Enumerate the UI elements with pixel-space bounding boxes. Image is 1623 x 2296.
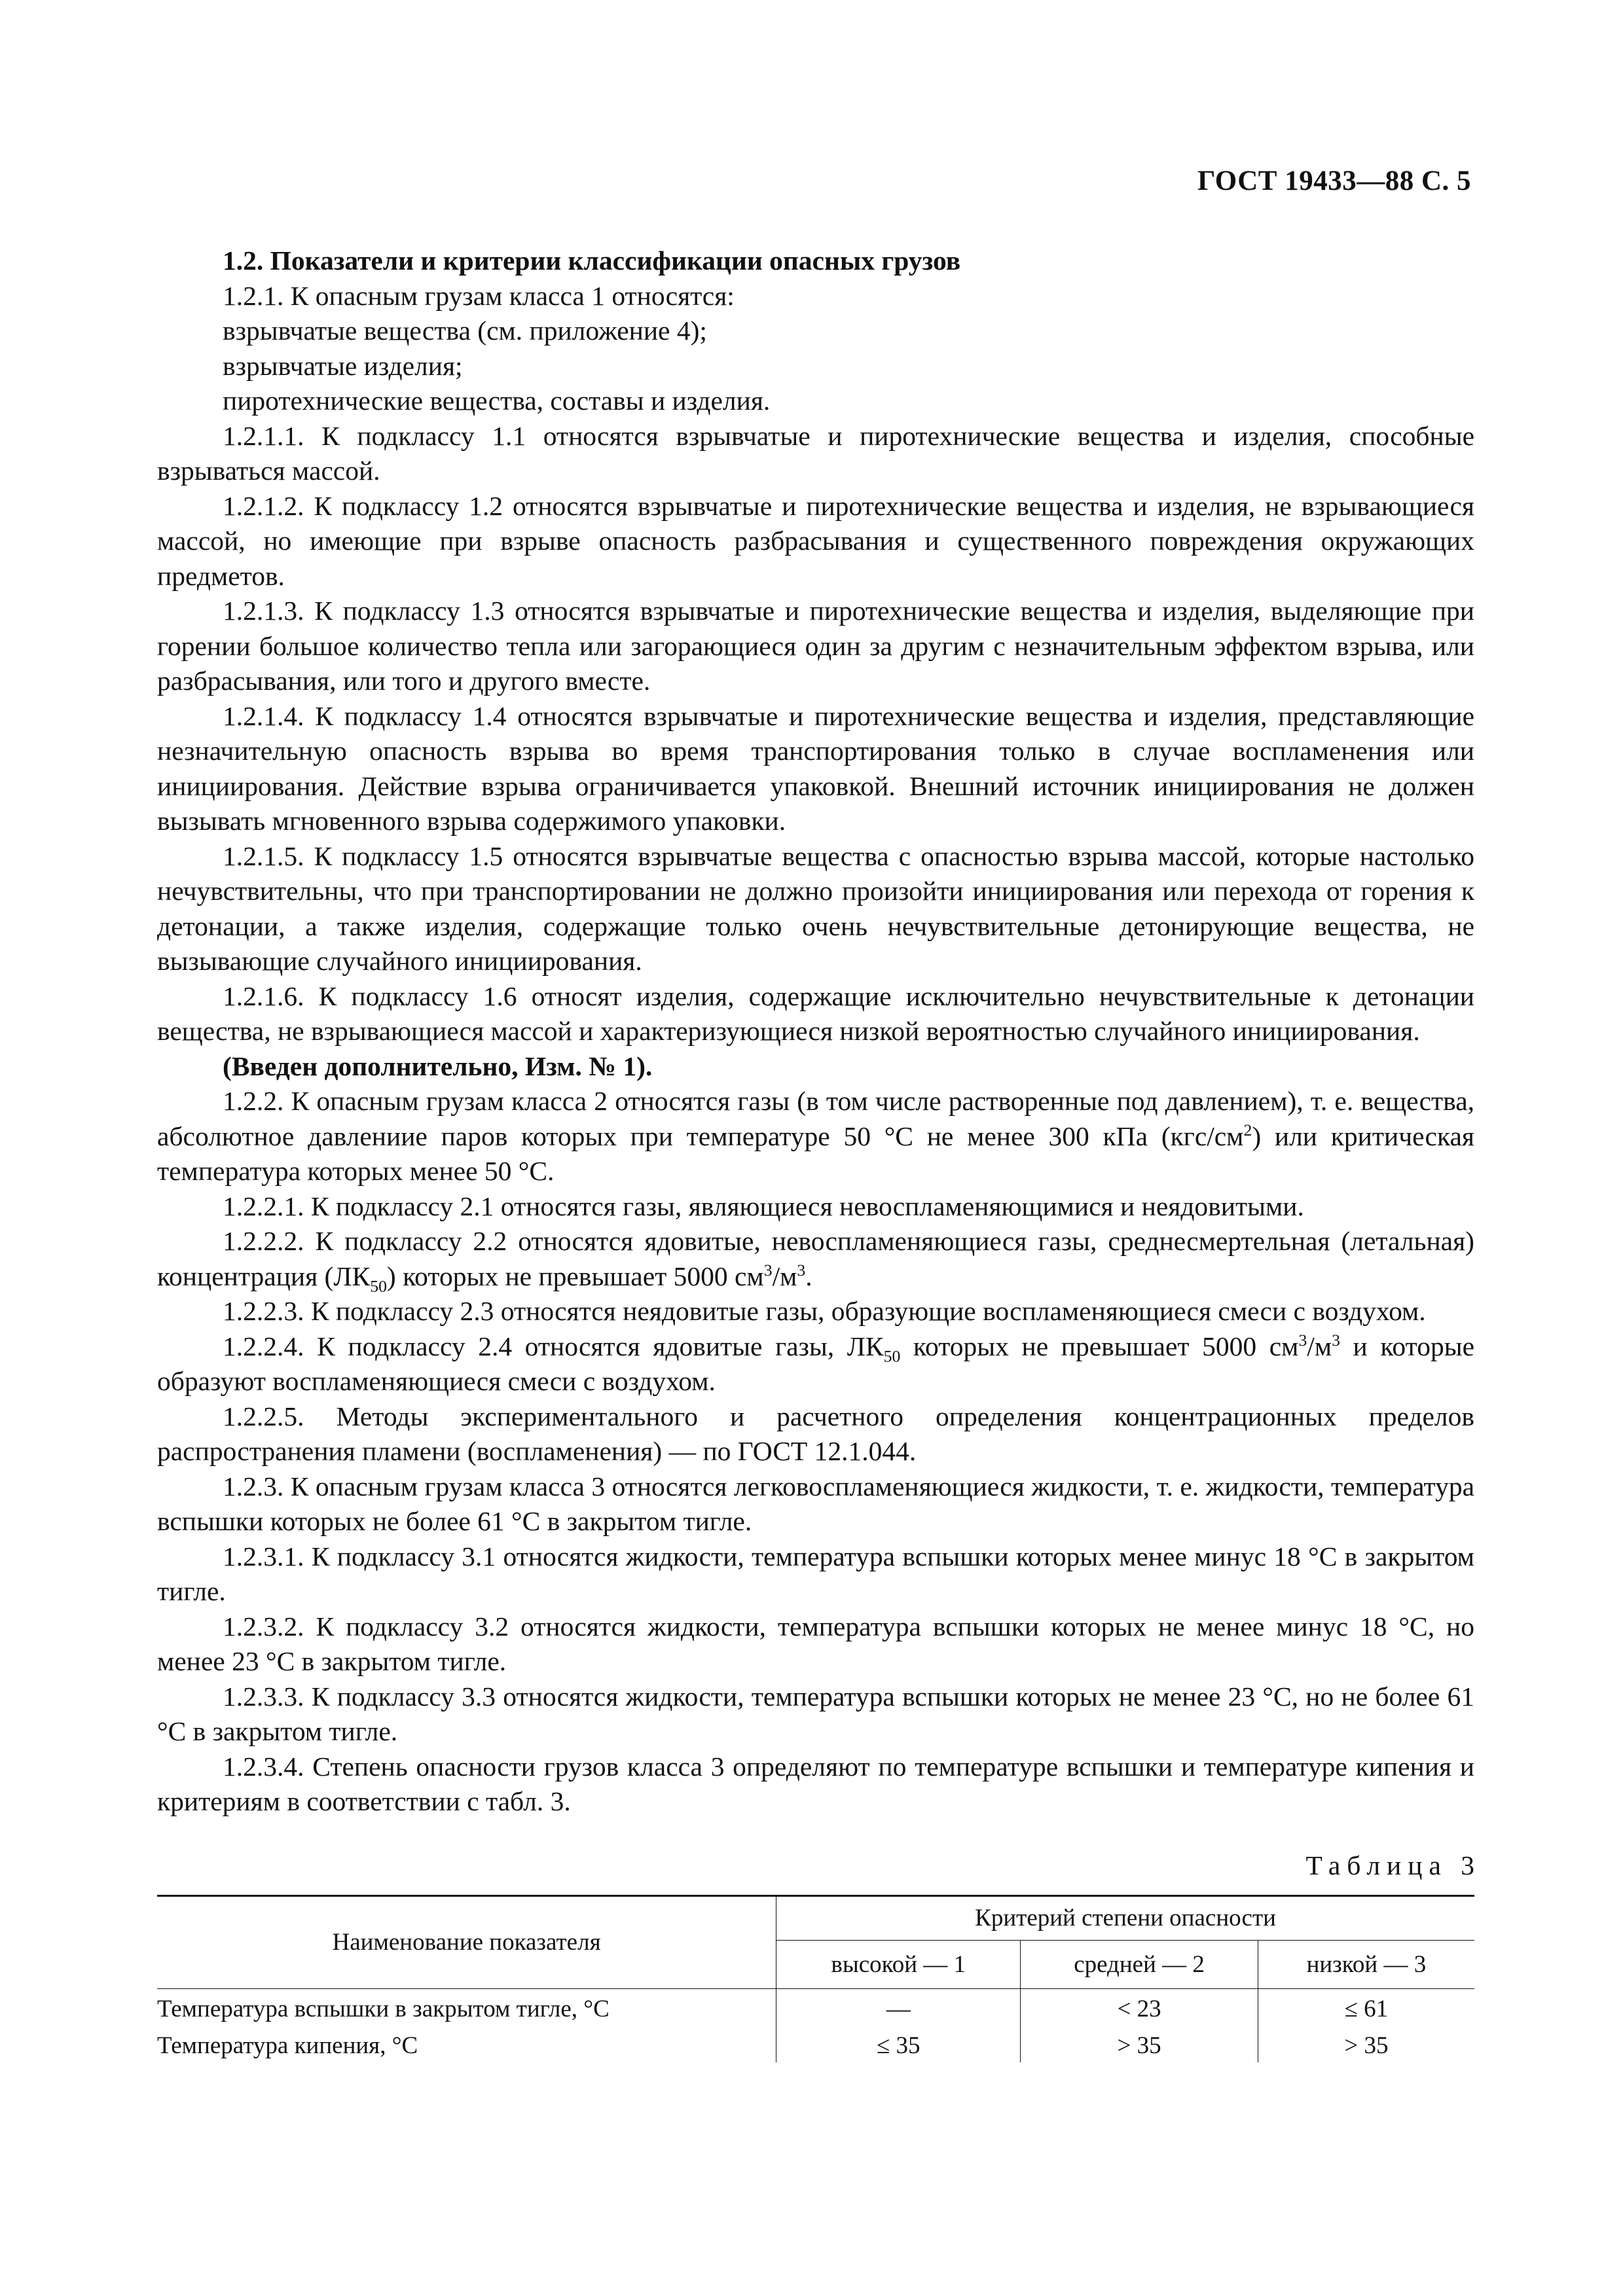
list-item-explosive-articles: взрывчатые изделия; (223, 350, 463, 381)
paragraph-1-2-1-6: 1.2.1.6. К подклассу 1.6 относят изделия, содержащие исключительно нечувствительные к детонации вещества, не взрывающиеся массой и характеризующиеся низкой вероятностью случайного инициирования. (157, 980, 1474, 1046)
column-group-header-criteria: Критерий степени опасности (776, 1896, 1474, 1941)
paragraph-text: которых не превышает 5000 см (900, 1331, 1299, 1361)
cell-medium: > 35 (1021, 2026, 1258, 2062)
table-row (157, 1989, 1474, 2026)
paragraph-1-2-3-1: 1.2.3.1. К подклассу 3.1 относятся жидкости, температура вспышки которых менее минус 18 °С в закрытом тигле. (157, 1541, 1474, 1606)
row-label: Температура вспышки в закрытом тигле, °С (157, 1989, 776, 2026)
document-body (157, 243, 1481, 2062)
paragraph-1-2-3-3: 1.2.3.3. К подклассу 3.3 относятся жидкости, температура вспышки которых не менее 23 °С, но не более 61 °С в закрытом тигле. (157, 1681, 1474, 1746)
paragraph-1-2-1-1: 1.2.1.1. К подклассу 1.1 относятся взрывчатые и пиротехнические вещества и изделия, способные взрываться массой. (157, 420, 1474, 486)
cell-high: — (776, 1989, 1021, 2026)
page-header: ГОСТ 19433—88 С. 5 (1197, 166, 1471, 196)
paragraph-1-2-2-4 (157, 1329, 1474, 1399)
column-header-low: низкой — 3 (1258, 1941, 1474, 1989)
paragraph-text: 1.2.2. К опасным грузам класса 2 относятся газы (в том числе растворенные под давлением), т. е. вещества, абсолютное давлениие паров которых при температуре 50 °С не менее 300 кПа (кгс/см (157, 1086, 1474, 1151)
cell-low: > 35 (1344, 2032, 1389, 2059)
superscript: 2 (1243, 1120, 1252, 1139)
section-title: 1.2. Показатели и критерии классификации опасных грузов (223, 245, 961, 276)
paragraph-1-2-2 (157, 1084, 1474, 1189)
table-caption: Таблица 3 (1305, 1850, 1481, 1880)
paragraph-1-2-1-3: 1.2.1.3. К подклассу 1.3 относятся взрывчатые и пиротехнические вещества и изделия, выделяющие при горении большое количество тепла или загорающиеся один за другим с незначительным эффектом взрыва, или разбрасывания, или того и другого вместе. (157, 596, 1474, 696)
paragraph-text: 1.2.2.2. К подклассу 2.2 относятся ядовитые, невоспламеняющиеся газы, среднесмертельная (летальная) концентрация (ЛК (157, 1226, 1474, 1291)
cell-high: ≤ 35 (776, 2026, 1021, 2062)
list-item-pyrotechnics: пиротехнические вещества, составы и изделия. (223, 386, 771, 416)
superscript: 3 (1332, 1330, 1340, 1350)
column-header-high: высокой — 1 (776, 1941, 1021, 1989)
paragraph-text: 1.2.2.4. К подклассу 2.4 относятся ядовитые газы, ЛК (223, 1331, 884, 1361)
subscript: 50 (370, 1276, 387, 1295)
paragraph-1-2-1: 1.2.1. К опасным грузам класса 1 относятся: (223, 280, 735, 311)
paragraph-1-2-1-4: 1.2.1.4. К подклассу 1.4 относятся взрывчатые и пиротехнические вещества и изделия, представляющие незначительную опасность взрыва во время транспортирования только в случае воспламенения или инициирования. Действие взрыва ограничивается упаковкой. Внешний источник инициирования не должен вызывать мгновенного взрыва содержимого упаковки. (157, 700, 1474, 836)
paragraph-1-2-2-3: 1.2.2.3. К подклассу 2.3 относятся неядовитые газы, образующие воспламеняющиеся смеси с воздухом. (223, 1296, 1426, 1326)
paragraph-1-2-3: 1.2.3. К опасным грузам класса 3 относятся легковоспламеняющиеся жидкости, т. е. жидкости, температура вспышки которых не более 61 °С в закрытом тигле. (157, 1471, 1474, 1536)
table-row (157, 2026, 1474, 2062)
cell-medium: < 23 (1021, 1989, 1258, 2026)
superscript: 3 (1298, 1330, 1307, 1350)
paragraph-1-2-3-4: 1.2.3.4. Степень опасности грузов класса 3 определяют по температуре вспышки и температуре кипения и критериям в соответствии с табл. 3. (157, 1751, 1474, 1816)
row-label: Температура кипения, °С (157, 2026, 776, 2062)
paragraph-1-2-1-2: 1.2.1.2. К подклассу 1.2 относятся взрывчатые и пиротехнические вещества и изделия, не взрывающиеся массой, но имеющие при взрыве опасность разбрасывания и существенного повреждения окружающих предметов. (157, 490, 1474, 591)
column-header-medium: средней — 2 (1021, 1941, 1258, 1989)
amendment-note: (Введен дополнительно, Изм. № 1). (223, 1050, 653, 1081)
paragraph-1-2-1-5: 1.2.1.5. К подклассу 1.5 относятся взрывчатые вещества с опасностью взрыва массой, которые настолько нечувствительны, что при транспортировании не должно произойти инициирования или перехода от горения к детонации, а также изделия, содержащие только очень нечувствительные детонирующие вещества, не вызывающие случайного инициирования. (157, 840, 1474, 976)
table-3 (157, 1895, 1474, 2062)
paragraph-text: и которые образуют воспламеняющиеся смеси с воздухом. (157, 1331, 1475, 1396)
paragraph-text: ) или критическая температура которых менее 50 °С. (157, 1121, 1474, 1186)
paragraph-1-2-3-2: 1.2.3.2. К подклассу 3.2 относятся жидкости, температура вспышки которых не менее минус 18 °С, но менее 23 °С в закрытом тигле. (157, 1611, 1474, 1676)
column-header-indicator: Наименование показателя (157, 1896, 776, 1989)
paragraph-text: ) которых не превышает 5000 см (386, 1261, 764, 1291)
subscript: 50 (883, 1346, 901, 1365)
cell-low: ≤ 61 (1344, 1996, 1389, 2022)
superscript: 3 (797, 1260, 806, 1280)
list-item-explosives: взрывчатые вещества (см. приложение 4); (223, 315, 707, 346)
paragraph-text: /м (1307, 1331, 1332, 1361)
paragraph-1-2-2-1: 1.2.2.1. К подклассу 2.1 относятся газы, являющиеся невоспламеняющимися и неядовитыми. (223, 1191, 1304, 1221)
paragraph-1-2-2-5: 1.2.2.5. Методы экспериментального и расчетного определения концентрационных пределов распространения пламени (воспламенения) — по ГОСТ 12.1.044. (157, 1401, 1474, 1466)
paragraph-1-2-2-2 (157, 1224, 1474, 1294)
paragraph-text: /м (772, 1261, 797, 1291)
paragraph-text: . (805, 1261, 812, 1291)
superscript: 3 (763, 1260, 773, 1280)
